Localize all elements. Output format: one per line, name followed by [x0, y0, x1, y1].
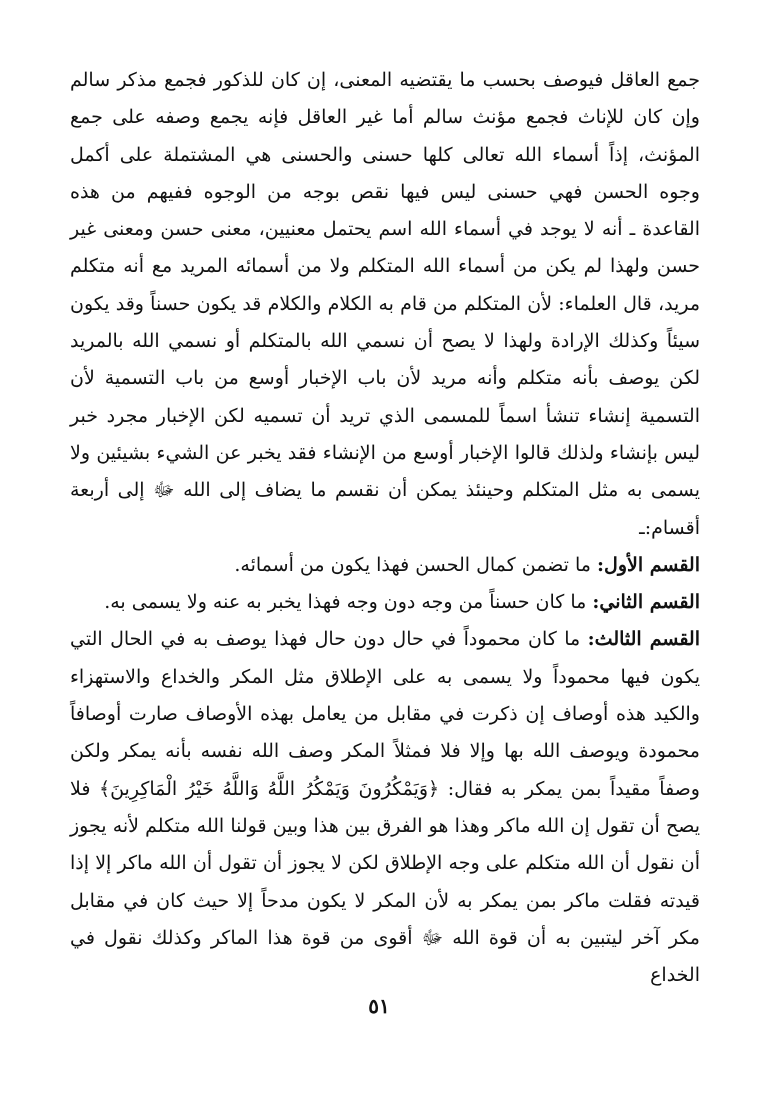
quran-verse-line: وَيَمْكُرُ اللَّهُ وَاللَّهُ خَيْرُ الْمَاكِرِينَ﴾ فلا يصح أن تقول إن الله ماكر وهذا هو الفرق: [70, 777, 700, 837]
text-line: وصف الله نفسه بأنه يمكر ولكن وصفاً مقيداً بمن يمكر به فقال: ﴿وَيَمْكُرُونَ: [70, 740, 700, 800]
section-title: القسم الثاني:: [592, 591, 700, 614]
text-line: قالوا الإخبار أوسع من الإنشاء فقد يخبر عن الشيء بشيئين ولا يسمى به: [70, 441, 700, 502]
text-line: والكلام قد يكون حسناً وقد يكون سيئاً وكذلك الإرادة ولهذا لا يصح أن: [70, 292, 700, 353]
text-line: ما كان حسناً من وجه دون وجه فهذا يخبر به عنه ولا: [186, 591, 587, 614]
text-line: للمسمى الذي تريد أن تسميه لكن الإخبار مجرد خبر ليس بإنشاء ولذلك: [70, 404, 700, 464]
text-line: سالم وإن كان للإناث فجمع مؤنث سالم أما غير العاقل فإنه يجمع وصفه: [70, 69, 700, 129]
text-line: يسمى به.: [104, 591, 181, 614]
text-line: الإطلاق لكن لا يجوز أن تقول أن الله ماكر إلا إذا قيدته فقلت ماكر بمن: [70, 852, 700, 912]
text-line: على أكمل وجوه الحسن فهي حسنى ليس فيها نقص بوجه من الوجوه ففيهم: [70, 143, 700, 203]
text-line: يمكر به لأن المكر لا يكون مدحاً إلا حيث كان في مقابل مكر آخر ليتبين: [70, 889, 700, 949]
text-line: حسن ومعنى غير حسن ولهذا لم يكن من أسماء الله المتكلم ولا من أسمائه: [70, 218, 701, 278]
text-line: به أن قوة الله ﷻ أقوى من قوة هذا الماكر وكذلك نقول في الخداع: [70, 926, 700, 987]
page-body: [70, 62, 700, 994]
text-line: من هذه القاعدة ـ أنه لا يوجد في أسماء الله اسم يحتمل معنيين، معنى: [70, 180, 701, 241]
page-number: ٥١: [368, 994, 390, 1018]
section-title: القسم الثالث:: [587, 628, 700, 651]
paragraph-intro: [70, 62, 700, 547]
text-line: ما كان محموداً في حال دون حال فهذا يوصف به في: [160, 628, 581, 651]
text-line: لأن باب الإخبار أوسع من باب التسمية لأن التسمية إنشاء تنشأ اسماً: [70, 367, 700, 427]
text-line: جمع العاقل فيوصف بحسب ما يقتضيه المعنى، إن كان للذكور فجمع مذكر: [117, 69, 700, 91]
text-line: الحال التي يكون فيها محموداً ولا يسمى به على الإطلاق مثل المكر: [70, 628, 700, 688]
text-line: على جمع المؤنث، إذاً أسماء الله تعالى كلها حسنى والحسنى هي المشتملة: [70, 106, 700, 166]
text-line: نسمي الله بالمتكلم أو نسمي الله بالمريد لكن يوصف بأنه متكلم وأنه مريد: [70, 330, 700, 390]
section-title: القسم الأول:: [597, 553, 700, 576]
text-line: الأوصاف صارت أوصافاً محمودة ويوصف الله بها وإلا فلا فمثلاً المكر: [70, 703, 700, 763]
text-line: ما تضمن كمال الحسن فهذا يكون من أسمائه.: [234, 553, 591, 576]
paragraph-first-section: [70, 547, 700, 584]
text-line: والخداع والاستهزاء والكيد هذه أوصاف إن ذكرت في مقابل من يعامل بهذه: [70, 665, 700, 726]
paragraph-third-section: [70, 621, 700, 994]
text-line: المريد مع أنه متكلم مريد، قال العلماء: لأن المتكلم من قام به الكلام: [70, 255, 701, 315]
text-line: مثل المتكلم وحينئذ يمكن أن نقسم ما يضاف إلى الله ﷻ إلى أربعة أقسام:ـ: [70, 479, 700, 539]
paragraph-second-section: [70, 584, 700, 621]
text-line: بين هذا وبين قولنا الله متكلم لأنه يجوز أن نقول أن الله متكلم على وجه: [70, 814, 700, 875]
